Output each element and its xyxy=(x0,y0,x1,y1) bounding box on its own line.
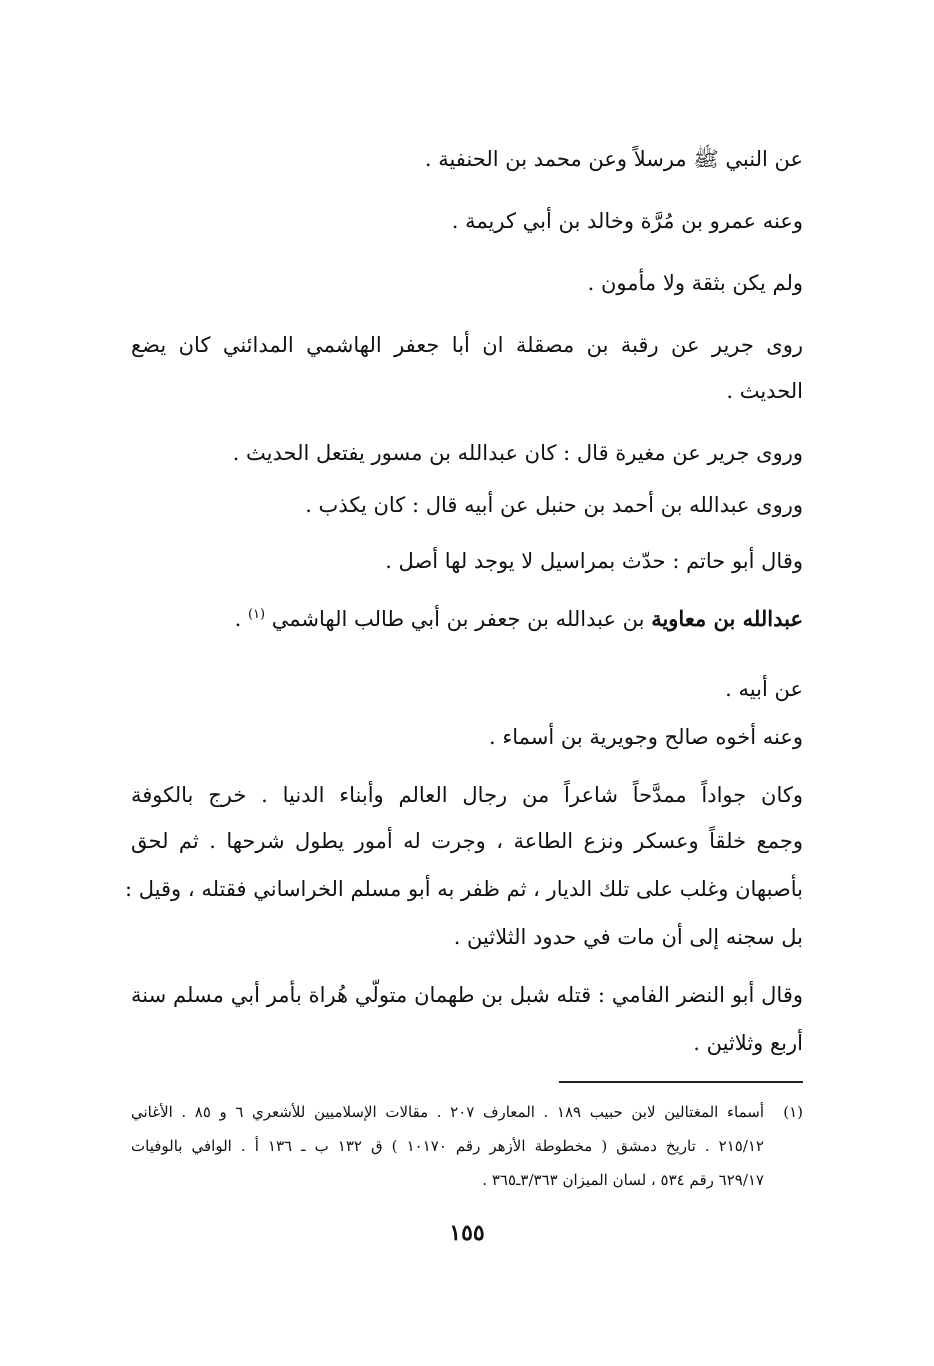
entry-line-1: عن أبيه . xyxy=(725,677,803,701)
entry-line-2: وعنه أخوه صالح وجويرية بن أسماء . xyxy=(488,725,803,749)
text-line-8: وقال أبو حاتم : حدّث بمراسيل لا يوجد لها أصل . xyxy=(385,549,803,573)
entry-line-8: أربع وثلاثين . xyxy=(693,1031,803,1055)
text-line-2: وعنه عمرو بن مُرَّة وخالد بن أبي كريمة . xyxy=(451,209,803,233)
entry-line-7: وقال أبو النضر الفامي : قتله شبل بن طهمان متولّي هُراة بأمر أبي مسلم سنة xyxy=(131,983,803,1007)
footnote-line-2: ٢١٥/١٢ . تاريخ دمشق ( مخطوطة الأزهر رقم ١٠١٧٠ ) ق ١٣٢ ب ـ ١٣٦ أ . الوافي بالوفيات xyxy=(131,1137,764,1155)
footnote-ref: (١) xyxy=(247,607,266,622)
text-line-3: ولم يكن بثقة ولا مأمون . xyxy=(587,271,803,295)
entry-line-3: وكان جواداً ممدَّحاً شاعراً من رجال العالم وأبناء الدنيا . خرج بالكوفة xyxy=(131,783,803,807)
text-line-5: الحديث . xyxy=(726,379,803,403)
entry-line-4: وجمع خلقاً وعسكر ونزع الطاعة ، وجرت له أمور يطول شرحها . ثم لحق xyxy=(131,829,803,853)
entry-heading-end: . xyxy=(234,607,248,631)
footnote-line-3: ٦٢٩/١٧ رقم ٥٣٤ ، لسان الميزان ٣/٣٦٣ـ٣٦٥ . xyxy=(482,1171,764,1189)
footnote-number: (١) xyxy=(783,1103,803,1121)
text-line-7: وروى عبدالله بن أحمد بن حنبل عن أبيه قال : كان يكذب . xyxy=(305,493,803,517)
entry-line-5: بأصبهان وغلب على تلك الديار ، ثم ظفر به أبو مسلم الخراساني فقتله ، وقيل : xyxy=(125,877,803,901)
text-line-1: عن النبي ﷺ مرسلاً وعن محمد بن الحنفية . xyxy=(424,147,803,171)
text-line-4: روى جرير عن رقبة بن مصقلة ان أبا جعفر الهاشمي المدائني كان يضع xyxy=(131,333,803,357)
entry-heading xyxy=(235,604,803,634)
entry-name: عبدالله بن معاوية xyxy=(651,606,803,631)
entry-line-6: بل سجنه إلى أن مات في حدود الثلاثين . xyxy=(453,925,803,949)
entry-lineage: بن عبدالله بن جعفر بن أبي طالب الهاشمي xyxy=(271,607,652,631)
footnote-separator xyxy=(559,1081,803,1083)
footnote-line-1: أسماء المغتالين لابن حبيب ١٨٩ . المعارف ٢٠٧ . مقالات الإسلاميين للأشعري ٦ و ٨٥ . الأغاني xyxy=(131,1103,764,1121)
text-line-6: وروى جرير عن مغيرة قال : كان عبدالله بن مسور يفتعل الحديث . xyxy=(232,441,803,465)
page-number: ١٥٥ xyxy=(449,1220,485,1246)
